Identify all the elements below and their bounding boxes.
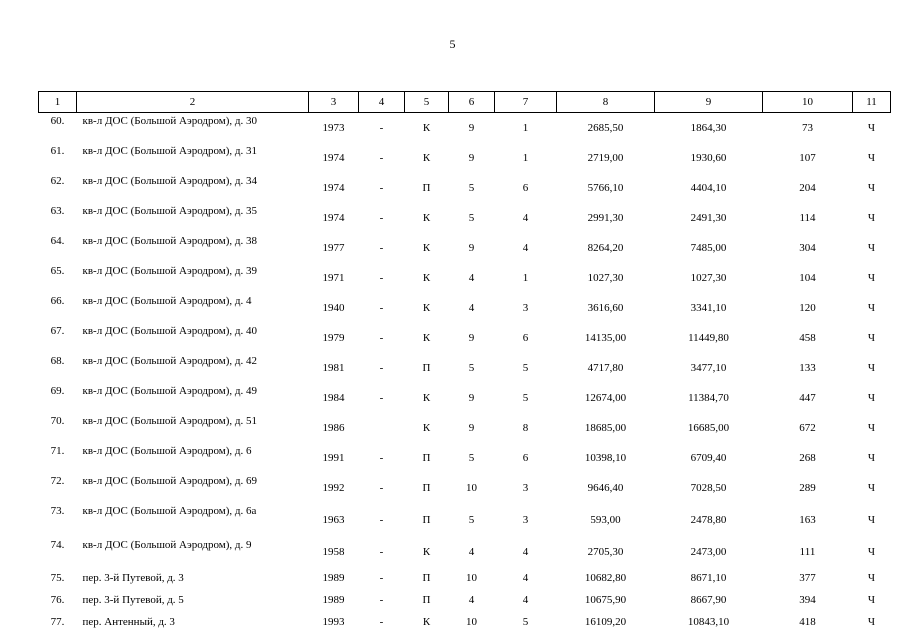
year-cell: 1971	[322, 272, 345, 284]
column-4-cell: -	[379, 182, 384, 194]
address-cell: кв-л ДОС (Большой Аэродром), д. 6	[82, 445, 252, 457]
floors-cell: 9	[468, 122, 475, 134]
living-area-cell: 7028,50	[690, 482, 727, 494]
table-row	[39, 353, 891, 383]
address-cell: кв-л ДОС (Большой Аэродром), д. 31	[82, 145, 258, 157]
residents-cell: 107	[799, 152, 816, 164]
total-area-cell: 2719,00	[587, 152, 624, 164]
column-7-cell: 3	[522, 302, 529, 314]
residents-cell: 394	[799, 594, 816, 606]
row-number-cell: 69.	[50, 385, 65, 397]
total-area-cell: 16109,20	[584, 616, 627, 628]
row-number-cell: 63.	[50, 205, 65, 217]
column-header: 11	[853, 92, 891, 113]
row-number-cell: 77.	[50, 616, 65, 628]
residents-cell: 418	[799, 616, 816, 628]
column-7-cell: 6	[522, 182, 529, 194]
ownership-cell: Ч	[867, 482, 876, 494]
column-4-cell: -	[379, 594, 384, 606]
row-number-cell: 74.	[50, 539, 65, 551]
wall-material-cell: П	[422, 572, 431, 584]
residents-cell: 268	[799, 452, 816, 464]
residents-cell: 163	[799, 514, 816, 526]
year-cell: 1989	[322, 572, 345, 584]
column-header: 5	[405, 92, 449, 113]
wall-material-cell: К	[422, 616, 431, 628]
column-7-cell: 1	[522, 122, 529, 134]
table-row	[39, 537, 891, 567]
column-4-cell: -	[379, 482, 384, 494]
wall-material-cell: П	[422, 482, 431, 494]
table-row	[39, 293, 891, 323]
table-body	[39, 113, 891, 634]
column-4-cell: -	[379, 452, 384, 464]
table-row	[39, 233, 891, 263]
floors-cell: 9	[468, 422, 475, 434]
residents-cell: 204	[799, 182, 816, 194]
address-cell: кв-л ДОС (Большой Аэродром), д. 42	[82, 355, 258, 367]
column-header: 7	[495, 92, 557, 113]
ownership-cell: Ч	[867, 452, 876, 464]
wall-material-cell: П	[422, 452, 431, 464]
floors-cell: 5	[468, 182, 475, 194]
row-number-cell: 66.	[50, 295, 65, 307]
column-4-cell: -	[379, 212, 384, 224]
living-area-cell: 2478,80	[690, 514, 727, 526]
total-area-cell: 14135,00	[584, 332, 627, 344]
living-area-cell: 2473,00	[690, 546, 727, 558]
column-7-cell: 3	[522, 514, 529, 526]
floors-cell: 9	[468, 392, 475, 404]
residents-cell: 304	[799, 242, 816, 254]
residents-cell: 458	[799, 332, 816, 344]
address-cell: кв-л ДОС (Большой Аэродром), д. 38	[82, 235, 258, 247]
column-7-cell: 6	[522, 332, 529, 344]
total-area-cell: 8264,20	[587, 242, 624, 254]
living-area-cell: 3477,10	[690, 362, 727, 374]
column-header: 1	[39, 92, 77, 113]
column-7-cell: 4	[522, 212, 529, 224]
address-cell: кв-л ДОС (Большой Аэродром), д. 69	[82, 475, 258, 487]
column-4-cell: -	[379, 152, 384, 164]
floors-cell: 10	[466, 482, 477, 494]
living-area-cell: 10843,10	[687, 616, 730, 628]
column-4-cell: -	[379, 332, 384, 344]
row-number-cell: 70.	[50, 415, 65, 427]
floors-cell: 5	[468, 514, 475, 526]
total-area-cell: 10398,10	[584, 452, 627, 464]
living-area-cell: 3341,10	[690, 302, 727, 314]
table-row	[39, 383, 891, 413]
floors-cell: 9	[468, 242, 475, 254]
floors-cell: 4	[468, 546, 475, 558]
living-area-cell: 11449,80	[688, 332, 729, 344]
residents-cell: 289	[799, 482, 816, 494]
address-cell: пер. Антенный, д. 3	[82, 616, 175, 628]
residents-cell: 104	[799, 272, 816, 284]
floors-cell: 4	[468, 594, 475, 606]
year-cell: 1984	[322, 392, 345, 404]
table-row	[39, 263, 891, 293]
table-row	[39, 443, 891, 473]
column-4-cell: -	[379, 546, 384, 558]
residents-cell: 120	[799, 302, 816, 314]
wall-material-cell: П	[422, 182, 431, 194]
address-cell: пер. 3-й Путевой, д. 3	[82, 572, 184, 584]
wall-material-cell: К	[422, 546, 431, 558]
address-cell: кв-л ДОС (Большой Аэродром), д. 49	[82, 385, 258, 397]
address-cell: кв-л ДОС (Большой Аэродром), д. 4	[82, 295, 252, 307]
column-7-cell: 6	[522, 452, 529, 464]
floors-cell: 4	[468, 302, 475, 314]
ownership-cell: Ч	[867, 212, 876, 224]
living-area-cell: 2491,30	[690, 212, 727, 224]
year-cell: 1974	[322, 212, 345, 224]
column-7-cell: 4	[522, 594, 529, 606]
ownership-cell: Ч	[867, 514, 876, 526]
residents-cell: 114	[799, 212, 816, 224]
ownership-cell: Ч	[867, 272, 876, 284]
ownership-cell: Ч	[867, 594, 876, 606]
total-area-cell: 1027,30	[587, 272, 624, 284]
living-area-cell: 8667,90	[690, 594, 727, 606]
column-header: 2	[77, 92, 309, 113]
table-row	[39, 173, 891, 203]
housing-registry-table	[38, 91, 891, 633]
address-cell: пер. 3-й Путевой, д. 5	[82, 594, 184, 606]
column-4-cell: -	[379, 392, 384, 404]
table-row	[39, 503, 891, 537]
row-number-cell: 72.	[50, 475, 65, 487]
ownership-cell: Ч	[867, 572, 876, 584]
column-7-cell: 5	[522, 616, 529, 628]
year-cell: 1993	[322, 616, 345, 628]
column-7-cell: 1	[522, 152, 529, 164]
row-number-cell: 62.	[50, 175, 65, 187]
floors-cell: 4	[468, 272, 475, 284]
row-number-cell: 71.	[50, 445, 65, 457]
floors-cell: 5	[468, 362, 475, 374]
ownership-cell: Ч	[867, 392, 876, 404]
row-number-cell: 67.	[50, 325, 65, 337]
wall-material-cell: К	[422, 272, 431, 284]
living-area-cell: 1864,30	[690, 122, 727, 134]
residents-cell: 133	[799, 362, 816, 374]
ownership-cell: Ч	[867, 422, 876, 434]
year-cell: 1973	[322, 122, 345, 134]
floors-cell: 9	[468, 152, 475, 164]
total-area-cell: 5766,10	[587, 182, 624, 194]
column-7-cell: 5	[522, 392, 529, 404]
address-cell: кв-л ДОС (Большой Аэродром), д. 6а	[82, 505, 257, 517]
column-7-cell: 4	[522, 572, 529, 584]
address-cell: кв-л ДОС (Большой Аэродром), д. 30	[82, 115, 258, 127]
year-cell: 1981	[322, 362, 345, 374]
year-cell: 1986	[322, 422, 345, 434]
row-number-cell: 64.	[50, 235, 65, 247]
column-4-cell: -	[379, 572, 384, 584]
row-number-cell: 61.	[50, 145, 65, 157]
living-area-cell: 1930,60	[690, 152, 727, 164]
table-row	[39, 589, 891, 611]
column-header: 4	[359, 92, 405, 113]
wall-material-cell: К	[422, 122, 431, 134]
table-row	[39, 413, 891, 443]
ownership-cell: Ч	[867, 302, 876, 314]
ownership-cell: Ч	[867, 332, 876, 344]
table-row	[39, 567, 891, 589]
living-area-cell: 16685,00	[687, 422, 730, 434]
total-area-cell: 2991,30	[587, 212, 624, 224]
row-number-cell: 76.	[50, 594, 65, 606]
column-header: 8	[557, 92, 655, 113]
total-area-cell: 18685,00	[584, 422, 627, 434]
year-cell: 1940	[322, 302, 345, 314]
year-cell: 1977	[322, 242, 345, 254]
column-header: 6	[449, 92, 495, 113]
floors-cell: 10	[466, 616, 477, 628]
year-cell: 1991	[322, 452, 345, 464]
year-cell: 1979	[322, 332, 345, 344]
column-4-cell: -	[379, 272, 384, 284]
column-4-cell: -	[379, 362, 384, 374]
year-cell: 1974	[322, 152, 345, 164]
column-4-cell: -	[379, 302, 384, 314]
row-number-cell: 65.	[50, 265, 65, 277]
living-area-cell: 1027,30	[690, 272, 727, 284]
column-4-cell: -	[379, 242, 384, 254]
year-cell: 1974	[322, 182, 345, 194]
table-row	[39, 473, 891, 503]
column-7-cell: 4	[522, 546, 529, 558]
living-area-cell: 7485,00	[690, 242, 727, 254]
column-4-cell	[359, 413, 405, 443]
address-cell: кв-л ДОС (Большой Аэродром), д. 40	[82, 325, 258, 337]
page-number: 5	[449, 37, 456, 51]
total-area-cell: 9646,40	[587, 482, 624, 494]
wall-material-cell: К	[422, 212, 431, 224]
residents-cell: 111	[799, 546, 816, 558]
column-7-cell: 3	[522, 482, 529, 494]
ownership-cell: Ч	[867, 546, 876, 558]
wall-material-cell: К	[422, 422, 431, 434]
address-cell: кв-л ДОС (Большой Аэродром), д. 35	[82, 205, 258, 217]
wall-material-cell: П	[422, 514, 431, 526]
floors-cell: 5	[468, 212, 475, 224]
total-area-cell: 4717,80	[587, 362, 624, 374]
wall-material-cell: К	[422, 302, 431, 314]
address-cell: кв-л ДОС (Большой Аэродром), д. 51	[82, 415, 258, 427]
floors-cell: 5	[468, 452, 475, 464]
row-number-cell: 73.	[50, 505, 65, 517]
wall-material-cell: К	[422, 152, 431, 164]
column-header: 3	[309, 92, 359, 113]
floors-cell: 9	[468, 332, 475, 344]
residents-cell: 447	[799, 392, 816, 404]
address-cell: кв-л ДОС (Большой Аэродром), д. 39	[82, 265, 258, 277]
residents-cell: 73	[802, 122, 813, 134]
year-cell: 1989	[322, 594, 345, 606]
table-row	[39, 203, 891, 233]
total-area-cell: 12674,00	[584, 392, 627, 404]
ownership-cell: Ч	[867, 182, 876, 194]
total-area-cell: 10675,90	[584, 594, 627, 606]
column-7-cell: 5	[522, 362, 529, 374]
table-row	[39, 611, 891, 633]
address-cell: кв-л ДОС (Большой Аэродром), д. 9	[82, 539, 252, 551]
living-area-cell: 4404,10	[690, 182, 727, 194]
ownership-cell: Ч	[867, 152, 876, 164]
column-header: 9	[655, 92, 763, 113]
total-area-cell: 10682,80	[584, 572, 627, 584]
total-area-cell: 3616,60	[587, 302, 624, 314]
total-area-cell: 2705,30	[587, 546, 624, 558]
living-area-cell: 11384,70	[688, 392, 729, 404]
header-row	[39, 92, 891, 113]
row-number-cell: 60.	[50, 115, 65, 127]
residents-cell: 672	[799, 422, 816, 434]
table-row	[39, 113, 891, 144]
year-cell: 1958	[322, 546, 345, 558]
year-cell: 1963	[322, 514, 345, 526]
column-4-cell: -	[379, 122, 384, 134]
column-header: 10	[763, 92, 853, 113]
ownership-cell: Ч	[867, 122, 876, 134]
row-number-cell: 75.	[50, 572, 65, 584]
column-7-cell: 8	[522, 422, 529, 434]
address-cell: кв-л ДОС (Большой Аэродром), д. 34	[82, 175, 258, 187]
living-area-cell: 6709,40	[690, 452, 727, 464]
row-number-cell: 68.	[50, 355, 65, 367]
ownership-cell: Ч	[867, 362, 876, 374]
total-area-cell: 2685,50	[587, 122, 624, 134]
column-7-cell: 4	[522, 242, 529, 254]
wall-material-cell: К	[422, 332, 431, 344]
total-area-cell: 593,00	[590, 514, 621, 526]
living-area-cell: 8671,10	[690, 572, 727, 584]
column-4-cell: -	[379, 514, 384, 526]
year-cell: 1992	[322, 482, 345, 494]
column-7-cell: 1	[522, 272, 529, 284]
ownership-cell: Ч	[867, 242, 876, 254]
table-row	[39, 143, 891, 173]
residents-cell: 377	[799, 572, 816, 584]
wall-material-cell: П	[422, 362, 431, 374]
column-4-cell: -	[379, 616, 384, 628]
wall-material-cell: П	[422, 594, 431, 606]
table-row	[39, 323, 891, 353]
wall-material-cell: К	[422, 392, 431, 404]
ownership-cell: Ч	[867, 616, 876, 628]
wall-material-cell: К	[422, 242, 431, 254]
floors-cell: 10	[466, 572, 477, 584]
